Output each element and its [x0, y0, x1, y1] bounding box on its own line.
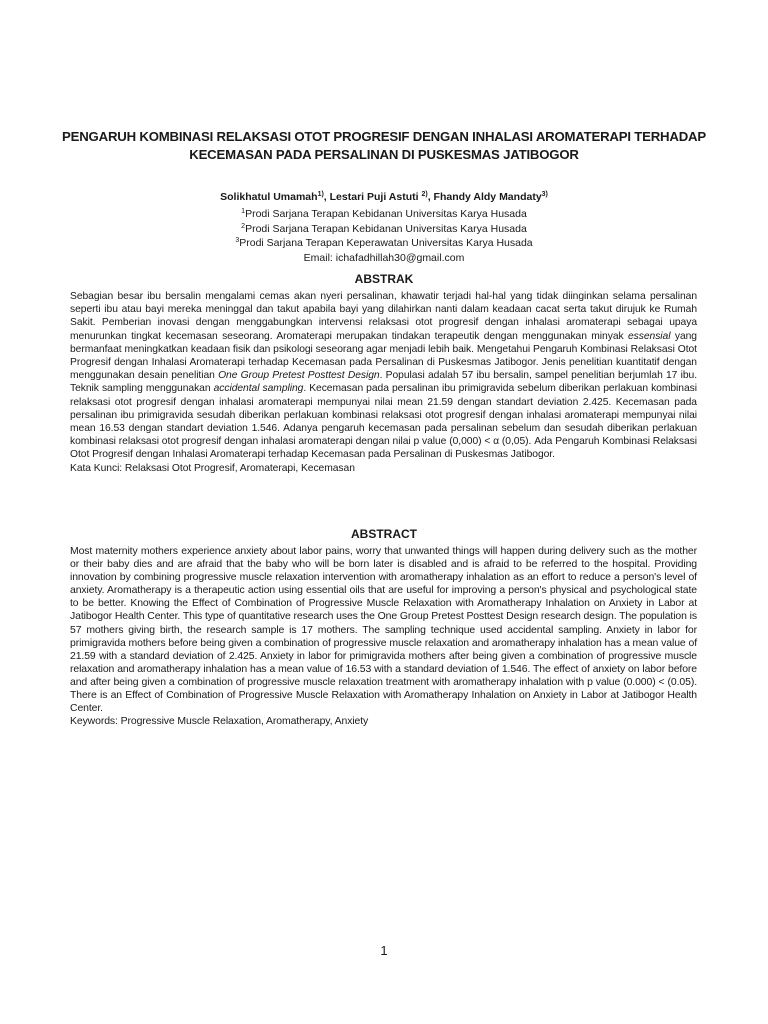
affiliation-text: Prodi Sarjana Terapan Kebidanan Universitas Karya Husada	[245, 222, 527, 235]
abstrak-emphasis: One Group Pretest Posttest Design	[218, 370, 380, 382]
contact-email: Email: ichafadhillah30@gmail.com	[303, 251, 465, 264]
abstrak-emphasis: accidental sampling	[213, 383, 304, 395]
author-affiliation-marker: 2)	[421, 191, 428, 198]
author-list: Solikhatul Umamah$^{1)}$, Lestari Puji Astuti $^{2)}$, Fhandy Aldy Mandaty$^{3)}$	[220, 191, 548, 203]
author-affiliation-marker: 3)	[541, 191, 548, 198]
affiliation-marker: 3	[235, 237, 240, 245]
author-affiliation-marker: 1)	[317, 191, 324, 198]
affiliation-marker: 2	[241, 222, 246, 230]
abstrak-heading: ABSTRAK	[354, 272, 414, 286]
affiliation	[0, 207, 768, 222]
author-name: Lestari Puji Astuti	[329, 191, 419, 203]
abstrak-body	[70, 290, 697, 462]
abstrak-text: yang bermanfaat meningkatkan keadaan fisik dan psikologi seseorang agar menjadi lebih baik. Mengetahui Pengaruh Kombinasi Relaksasi Otot Progresif dengan Inhalasi Aromaterapi terhadap Kecemasan pada Persalinan di Puskesmas Jatibogor. Jenis penelitian kuantitatif dengan menggunakan desain penelitian	[70, 330, 697, 382]
abstrak-text: . Kecemasan pada persalinan ibu primigravida sebelum diberikan perlakuan kombinasi relaksasi otot progresif dengan inhalasi aromaterapi mempunyai nilai mean 21.59 dengan standart deviation 2.425. Kecemasan pada persalinan ibu primigravida sesudah diberikan perlakuan kombinasi relaksasi otot progresif dengan inhalasi aromaterapi mempunyai nilai mean 16.53 dengan standart deviation 1.546. Adanya pengaruh kecemasan pada persalinan sebelum dan sesudah diberikan perlakuan kombinasi relaksasi otot progresif dengan inhalasi aromaterapi dengan nilai p value (0,000) < α (0,05). Ada Pengaruh Kombinasi Relaksasi Otot Progresif dengan Inhalasi Aromaterapi terhadap Kecemasan pada Persalinan di Puskesmas Jatibogor.	[70, 383, 697, 461]
abstract-body: Most maternity mothers experience anxiety about labor pains, worry that unwanted things will happen during delivery such as the mother or their baby dies and are afraid that the baby who will be born later is disabled and is afraid to be referred to the hospital. Providing innovation by combining progressive muscle relaxation intervention with aromatherapy inhalation as an effort to reduce a person's level of anxiety. Aromatherapy is a therapeutic action using essential oils that are useful for improving a person's physical and psychological state to be better. Knowing the Effect of Combination of Progressive Muscle Relaxation with Aromatherapy Inhalation on Anxiety in Labor at Jatibogor Health Center. This type of quantitative research uses the One Group Pretest Posttest Design research design. The population is 57 mothers giving birth, the research sample is 17 mothers. The sampling technique used accidental sampling. Anxiety in labor for primigravida mothers before being given a combination of progressive muscle relaxation and aromatherapy inhalation has a mean value of 21.59 with a standard deviation of 2.425. Anxiety in labor for primigravida mothers after being given a combination of progressive muscle relaxation and aromatherapy inhalation has a mean value of 16.53 with a standard deviation of 1.546. The effect of anxiety on labor before and after being given a combination of progressive muscle relaxation treatment with aromatherapy inhalation with p value (0.000) < (0.05). There is an Effect of Combination of Progressive Muscle Relaxation with Aromatherapy Inhalation on Anxiety in Labor at Jatibogor Health Center.	[70, 546, 697, 715]
affiliation	[0, 236, 768, 251]
page-number: 1	[380, 943, 388, 958]
title-line-2: KECEMASAN PADA PERSALINAN DI PUSKESMAS JATIBOGOR	[189, 147, 579, 162]
abstract-heading: ABSTRACT	[351, 527, 417, 541]
affiliation-list	[0, 207, 768, 265]
abstract-section	[70, 545, 697, 728]
affiliation-text: Prodi Sarjana Terapan Kebidanan Universitas Karya Husada	[245, 208, 527, 220]
affiliation	[0, 222, 768, 237]
abstrak-keywords: Kata Kunci: Relaksasi Otot Progresif, Aromaterapi, Kecemasan	[70, 462, 355, 474]
title-line-1: PENGARUH KOMBINASI RELAKSASI OTOT PROGRESIF DENGAN INHALASI AROMATERAPI TERHADAP	[62, 129, 706, 144]
abstrak-section	[70, 290, 697, 475]
abstrak-text: . Populasi adalah 57 ibu bersalin, sampel penelitian berjumlah 17 ibu. Teknik sampling menggunakan	[70, 370, 698, 395]
abstrak-text: Sebagian besar ibu bersalin mengalami cemas akan nyeri persalinan, khawatir terjadi hal-hal yang tidak diinginkan selama persalinan seperti ibu atau bayi mereka meninggal dan takut apabila bayi yang dilahirkan nanti dalam keadaan cacat serta takut dirujuk ke Rumah Sakit. Pemberian inovasi dengan menggabungkan intervensi relaksasi otot progresif dengan inhalasi aromaterapi sebagai upaya menurunkan tingkat kecemasan seseorang. Aromaterapi merupakan tindakan terapeutik dengan menggunakan minyak	[70, 291, 697, 342]
abstrak-emphasis: essensial	[627, 330, 671, 342]
author-name: Fhandy Aldy Mandaty	[433, 191, 542, 203]
affiliation-text: Prodi Sarjana Terapan Keperawatan Universitas Karya Husada	[239, 237, 533, 250]
abstract-keywords: Keywords: Progressive Muscle Relaxation, Aromatherapy, Anxiety	[70, 716, 369, 728]
affiliation-marker: 1	[241, 208, 246, 215]
paper-title	[40, 128, 728, 164]
author-name: Solikhatul Umamah	[220, 191, 318, 203]
